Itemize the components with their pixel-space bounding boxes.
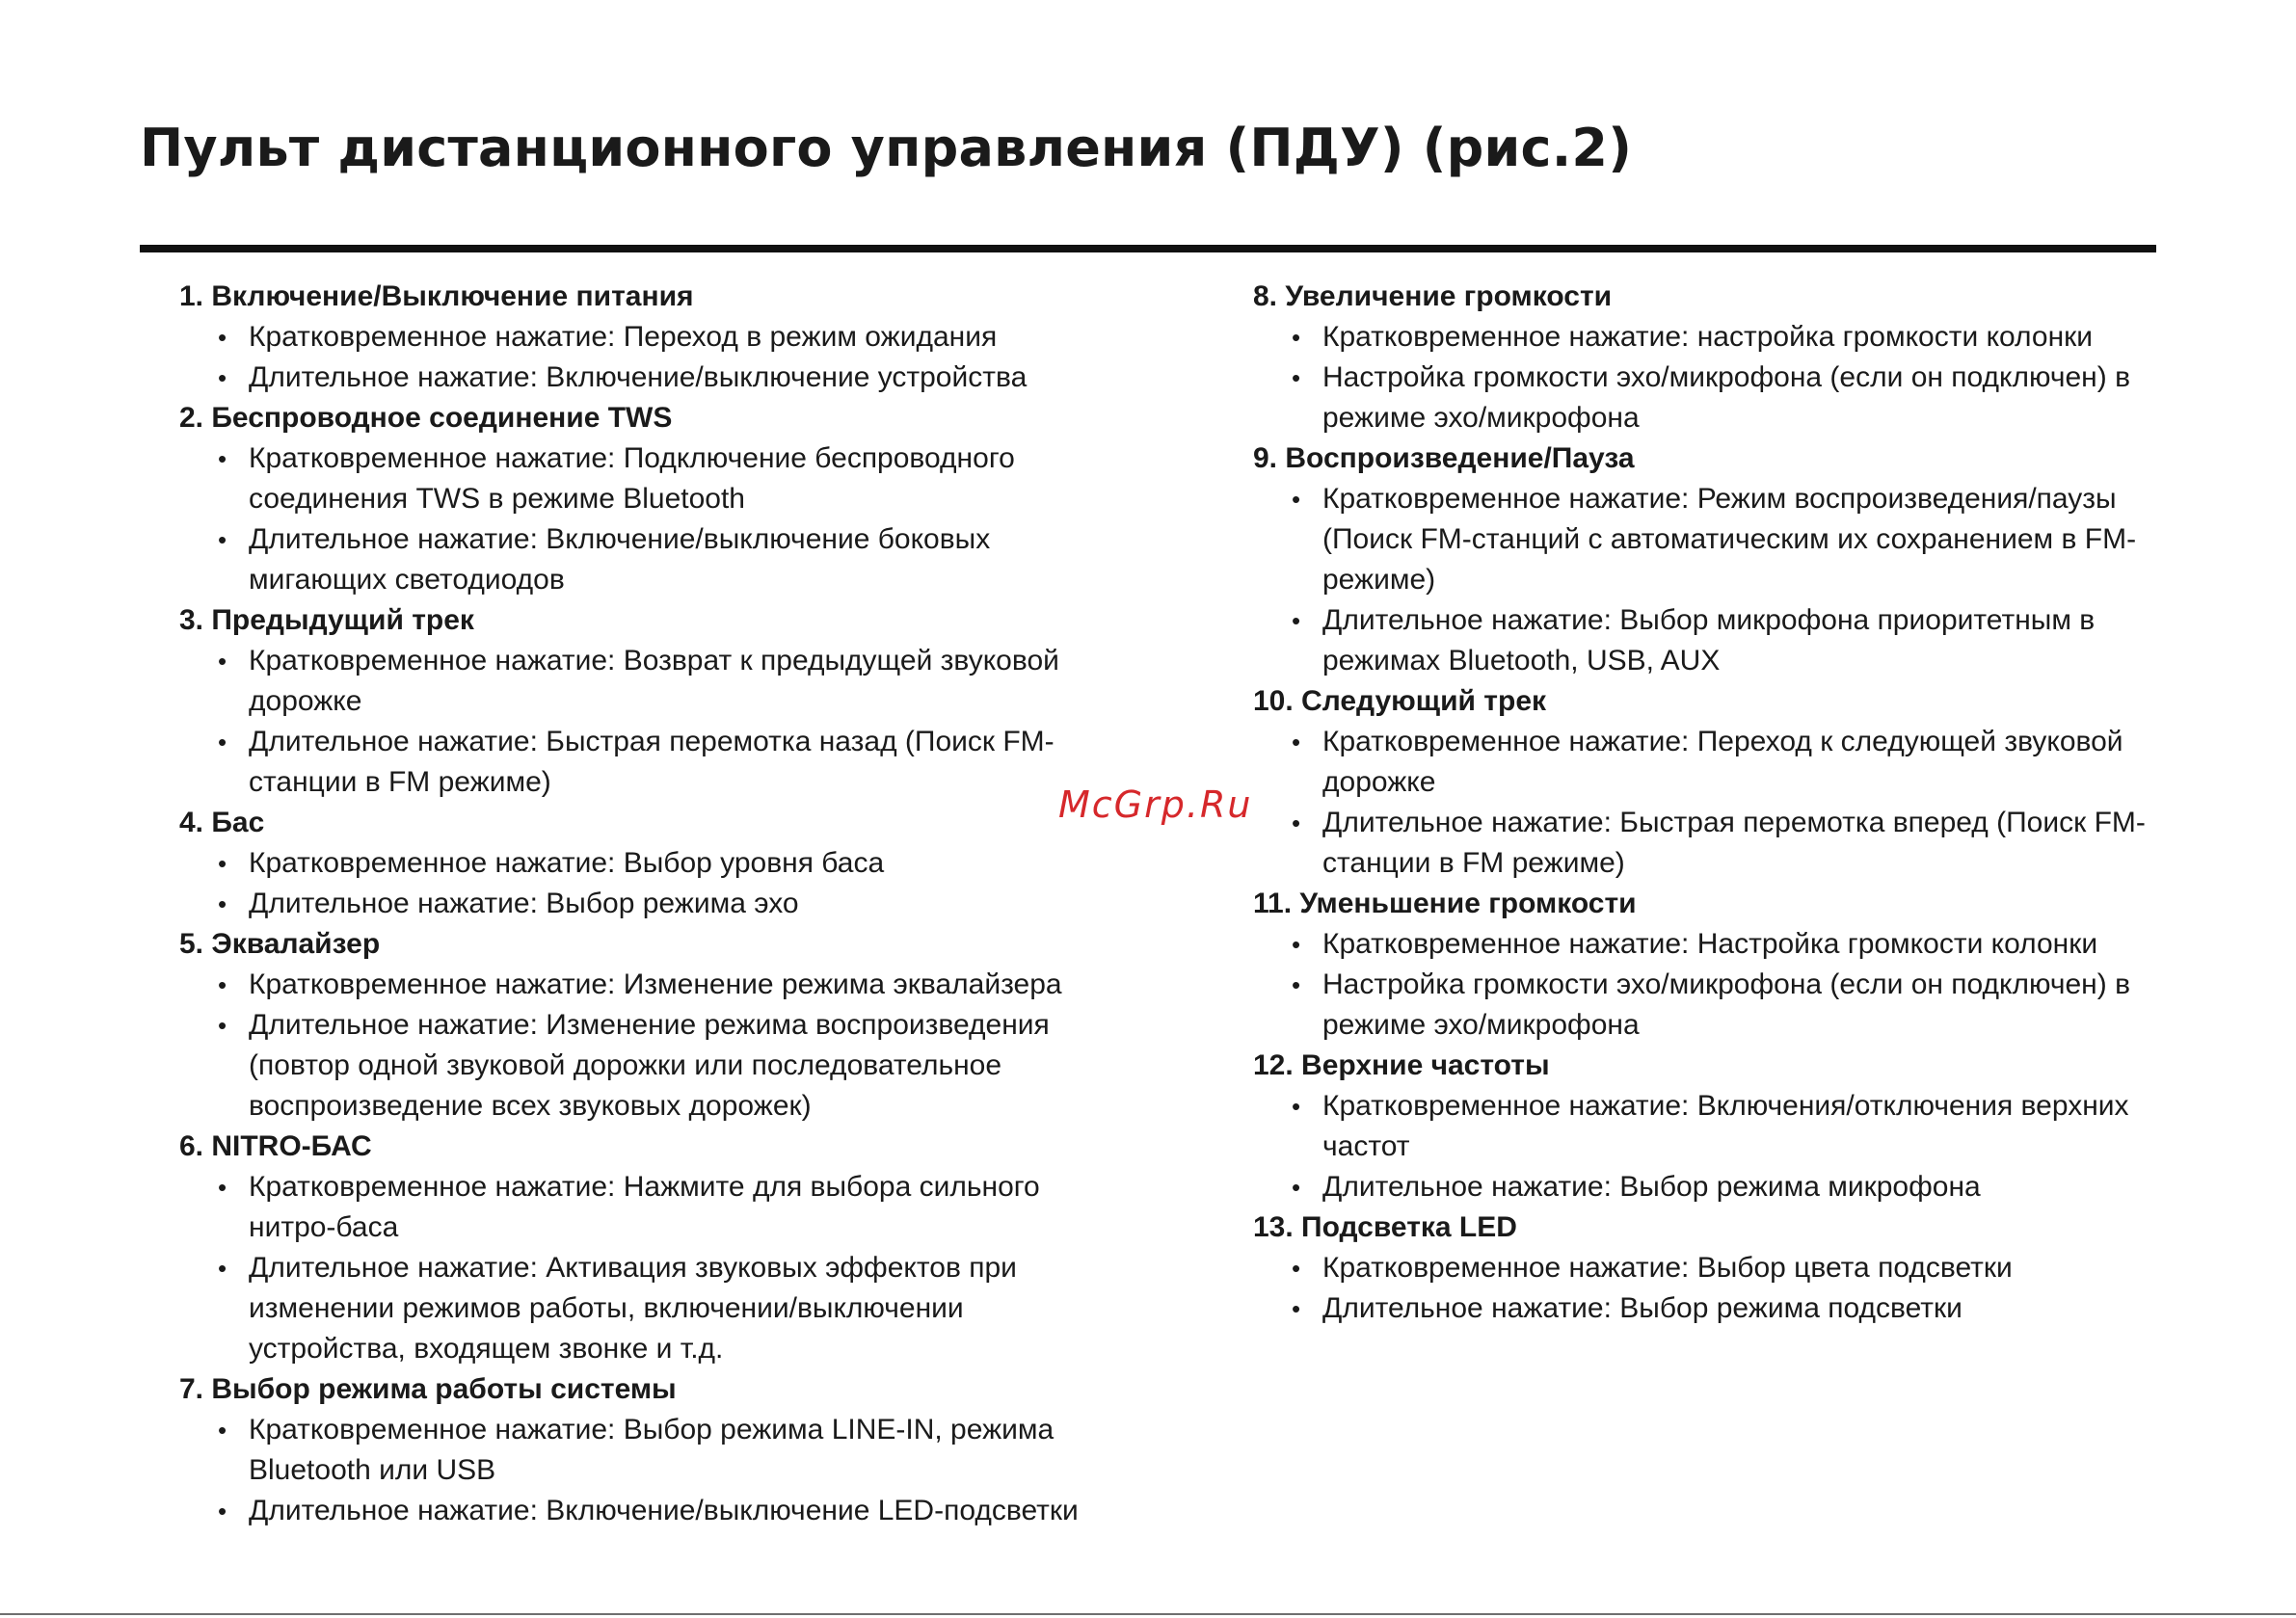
section-mode-select [179,1369,1105,1531]
bullet-icon: • [218,647,227,676]
bullet-icon: • [1292,970,1301,999]
bullet-list [1253,722,2178,884]
list-item-text: Длительное нажатие: Изменение режима воспроизведения (повтор одной звуковой дорожки или последовательное воспроизведение всех звуковых дорожек) [249,1009,1050,1122]
bullet-list [1253,1086,2178,1207]
section-bass [179,803,1105,924]
bullet-list [179,438,1105,600]
section-treble [1253,1046,2178,1207]
list-item [179,1491,1105,1531]
section-heading: 6. NITRO-БАС [179,1130,372,1162]
list-item [1253,965,2178,1046]
list-item [179,1248,1105,1369]
list-item-text: Кратковременное нажатие: Выбор режима LINE-IN, режима Bluetooth или USB [249,1414,1055,1486]
bullet-icon: • [218,889,227,918]
bullet-list [1253,1248,2178,1329]
section-heading: 7. Выбор режима работы системы [179,1373,677,1405]
section-heading: 1. Включение/Выключение питания [179,280,694,312]
section-heading: 5. Эквалайзер [179,928,381,960]
bullet-icon: • [218,1497,227,1525]
section-volume-down [1253,884,2178,1046]
list-item [1253,479,2178,600]
section-heading: 4. Бас [179,807,265,838]
bullet-list [179,965,1105,1127]
list-item-text: Кратковременное нажатие: Настройка громкости колонки [1322,928,2098,960]
section-next-track [1253,681,2178,884]
list-item [1253,317,2178,358]
bullet-icon: • [1292,930,1301,959]
list-item [1253,1248,2178,1288]
list-item [1253,1086,2178,1167]
list-item [179,438,1105,519]
watermark: McGrp.Ru [1058,783,1253,826]
list-item-text: Кратковременное нажатие: Выбор уровня баса [249,847,885,879]
list-item-text: Длительное нажатие: Включение/выключение устройства [249,361,1028,393]
section-heading: 10. Следующий трек [1253,685,1547,717]
bullet-icon: • [218,323,227,352]
list-item [179,317,1105,358]
list-item [179,519,1105,600]
section-volume-up [1253,277,2178,438]
bullet-icon: • [218,363,227,392]
bullet-icon: • [218,970,227,999]
section-heading: 12. Верхние частоты [1253,1049,1550,1081]
bullet-list [179,641,1105,803]
bullet-icon: • [1292,1294,1301,1323]
bullet-icon: • [1292,363,1301,392]
bullet-icon: • [1292,1254,1301,1283]
list-item [179,358,1105,398]
list-item [179,1410,1105,1491]
list-item-text: Кратковременное нажатие: Выбор цвета подсветки [1322,1252,2013,1284]
bullet-icon: • [218,525,227,554]
list-item-text: Кратковременное нажатие: Включения/отключения верхних частот [1322,1090,2129,1162]
bullet-icon: • [1292,728,1301,756]
right-column [1253,277,2178,1329]
list-item-text: Длительное нажатие: Выбор режима эхо [249,888,799,919]
list-item [1253,358,2178,438]
section-heading: 13. Подсветка LED [1253,1211,1517,1243]
bullet-icon: • [218,1173,227,1202]
list-item-text: Длительное нажатие: Выбор режима микрофона [1322,1171,1981,1203]
list-item [1253,1167,2178,1207]
section-equalizer [179,924,1105,1127]
bullet-list [1253,479,2178,681]
section-heading: 2. Беспроводное соединение TWS [179,402,673,434]
list-item [179,1005,1105,1127]
list-item [179,1167,1105,1248]
list-item-text: Настройка громкости эхо/микрофона (если он подключен) в режиме эхо/микрофона [1322,968,2131,1041]
bullet-icon: • [218,1254,227,1283]
bullet-icon: • [1292,323,1301,352]
list-item [1253,722,2178,803]
list-item [179,843,1105,884]
page-bottom-border [0,1613,2296,1615]
list-item-text: Длительное нажатие: Выбор микрофона приоритетным в режимах Bluetooth, USB, AUX [1322,604,2096,676]
section-heading: 3. Предыдущий трек [179,604,474,636]
bullet-list [179,843,1105,924]
bullet-icon: • [218,1416,227,1445]
bullet-icon: • [218,1011,227,1040]
list-item [1253,924,2178,965]
list-item-text: Длительное нажатие: Быстрая перемотка назад (Поиск FM-станции в FM режиме) [249,726,1055,798]
bullet-icon: • [1292,809,1301,837]
section-heading: 9. Воспроизведение/Пауза [1253,442,1635,474]
list-item-text: Длительное нажатие: Быстрая перемотка вперед (Поиск FM-станции в FM режиме) [1322,807,2146,879]
section-previous-track [179,600,1105,803]
bullet-icon: • [218,728,227,756]
section-tws [179,398,1105,600]
list-item-text: Кратковременное нажатие: Нажмите для выбора сильного нитро-баса [249,1171,1040,1243]
list-item-text: Кратковременное нажатие: Изменение режима эквалайзера [249,968,1062,1000]
list-item [179,722,1105,803]
bullet-icon: • [218,849,227,878]
list-item [179,884,1105,924]
list-item-text: Длительное нажатие: Включение/выключение боковых мигающих светодиодов [249,523,991,596]
list-item-text: Длительное нажатие: Активация звуковых эффектов при изменении режимов работы, включении/выключении устройства, входящем звонке и т.д. [249,1252,1017,1365]
list-item-text: Длительное нажатие: Включение/выключение LED-подсветки [249,1495,1079,1526]
list-item-text: Длительное нажатие: Выбор режима подсветки [1322,1292,1962,1324]
bullet-icon: • [218,444,227,473]
bullet-list [179,317,1105,398]
bullet-icon: • [1292,1173,1301,1202]
bullet-list [179,1167,1105,1369]
list-item [1253,803,2178,884]
bullet-icon: • [1292,1092,1301,1121]
list-item-text: Кратковременное нажатие: Переход к следующей звуковой дорожке [1322,726,2123,798]
list-item [1253,600,2178,681]
bullet-icon: • [1292,485,1301,514]
list-item-text: Кратковременное нажатие: Возврат к предыдущей звуковой дорожке [249,645,1059,717]
list-item-text: Кратковременное нажатие: настройка громкости колонки [1322,321,2094,353]
section-led [1253,1207,2178,1329]
list-item-text: Кратковременное нажатие: Подключение беспроводного соединения TWS в режиме Bluetooth [249,442,1015,515]
left-column [179,277,1105,1531]
page-title: Пульт дистанционного управления (ПДУ) (рис.2) [140,118,1633,178]
list-item [179,965,1105,1005]
section-power [179,277,1105,398]
list-item-text: Настройка громкости эхо/микрофона (если он подключен) в режиме эхо/микрофона [1322,361,2131,434]
bullet-list [1253,317,2178,438]
list-item-text: Кратковременное нажатие: Переход в режим ожидания [249,321,998,353]
section-heading: 11. Уменьшение громкости [1253,888,1637,919]
title-divider [140,245,2156,252]
section-play-pause [1253,438,2178,681]
list-item-text: Кратковременное нажатие: Режим воспроизведения/паузы (Поиск FM-станций с автоматическим их сохранением в FM-режиме) [1322,483,2137,596]
bullet-icon: • [1292,606,1301,635]
section-nitro-bass [179,1127,1105,1369]
bullet-list [179,1410,1105,1531]
list-item [179,641,1105,722]
bullet-list [1253,924,2178,1046]
section-heading: 8. Увеличение громкости [1253,280,1613,312]
list-item [1253,1288,2178,1329]
